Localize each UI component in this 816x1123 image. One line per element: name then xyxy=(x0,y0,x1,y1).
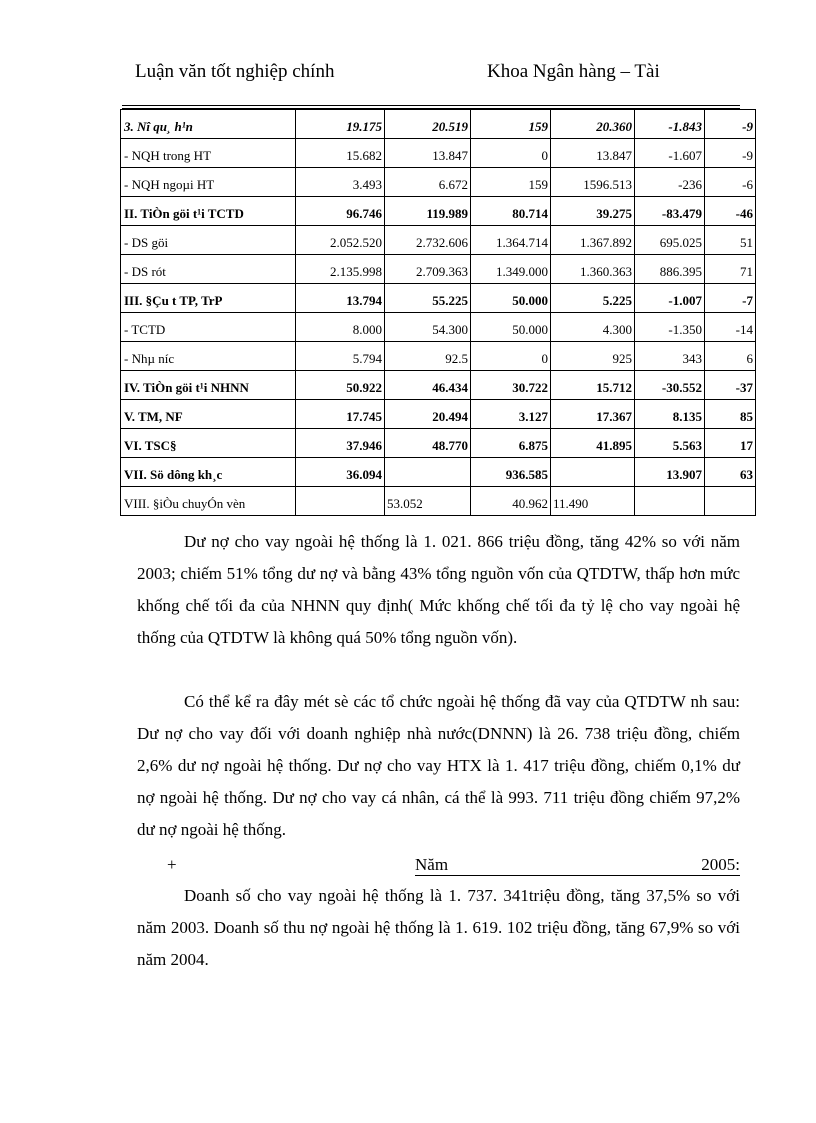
value-cell: 39.275 xyxy=(551,197,635,226)
header-rule xyxy=(122,105,740,106)
value-cell: 159 xyxy=(471,110,551,139)
value-cell: 46.434 xyxy=(385,371,471,400)
value-cell: -1.007 xyxy=(635,284,705,313)
value-cell: 50.000 xyxy=(471,284,551,313)
value-cell: 96.746 xyxy=(296,197,385,226)
table-row xyxy=(121,429,756,458)
value-cell: 5.563 xyxy=(635,429,705,458)
paragraph-1-text: Dư nợ cho vay ngoài hệ thống là 1. 021. 866 triệu đồng, tăng 42% so với năm 2003; chiếm 51% tổng dư nợ và bằng 43% tổng nguồn vốn của QTDTW, thấp hơn mức khống chế tối đa của NHNN quy định( Mức khống chế tối đa tỷ lệ cho vay ngoài hệ thống của QTDTW là không quá 50% tổng nguồn vốn). xyxy=(137,532,740,647)
value-cell: -1.350 xyxy=(635,313,705,342)
value-cell: -37 xyxy=(705,371,756,400)
value-cell: -9 xyxy=(705,110,756,139)
table-row xyxy=(121,110,756,139)
value-cell: 1596.513 xyxy=(551,168,635,197)
header-left-title: Luận văn tốt nghiệp chính xyxy=(135,61,335,82)
value-cell: 40.962 xyxy=(471,487,551,516)
value-cell: -1.843 xyxy=(635,110,705,139)
value-cell: 6.875 xyxy=(471,429,551,458)
value-cell: 30.722 xyxy=(471,371,551,400)
table-row xyxy=(121,255,756,284)
row-label-cell: II. TiÒn göi t¹i TCTD xyxy=(121,197,296,226)
value-cell: 6.672 xyxy=(385,168,471,197)
value-cell: 13.847 xyxy=(551,139,635,168)
row-label-cell: VII. Sö dông kh¸c xyxy=(121,458,296,487)
value-cell: 886.395 xyxy=(635,255,705,284)
value-cell: 20.494 xyxy=(385,400,471,429)
value-cell: 6 xyxy=(705,342,756,371)
table-row xyxy=(121,400,756,429)
row-label-cell: - NQH ngoµi HT xyxy=(121,168,296,197)
value-cell: 343 xyxy=(635,342,705,371)
value-cell: 15.712 xyxy=(551,371,635,400)
value-cell: 17.745 xyxy=(296,400,385,429)
value-cell: 37.946 xyxy=(296,429,385,458)
value-cell: 92.5 xyxy=(385,342,471,371)
value-cell: 159 xyxy=(471,168,551,197)
paragraph-2-text: Có thể kể ra đây mét sè các tổ chức ngoài hệ thống đã vay của QTDTW nh sau: Dư nợ cho vay đối với doanh nghiệp nhà nước(DNNN) là 26. 738 triệu đồng, chiếm 2,6% dư nợ ngoài hệ thống. Dư nợ cho vay HTX là 1. 417 triệu đồng, chiếm 0,1% dư nợ ngoài hệ thống. Dư nợ cho vay cá nhân, cá thể là 993. 711 triệu đồng chiếm 97,2% dư nợ ngoài hệ thống. xyxy=(137,692,740,839)
value-cell: 13.907 xyxy=(635,458,705,487)
value-cell: -6 xyxy=(705,168,756,197)
value-cell: 36.094 xyxy=(296,458,385,487)
value-cell: 2.732.606 xyxy=(385,226,471,255)
value-cell xyxy=(296,487,385,516)
value-cell xyxy=(385,458,471,487)
value-cell: 2.709.363 xyxy=(385,255,471,284)
year-underline xyxy=(415,875,740,876)
value-cell: -9 xyxy=(705,139,756,168)
value-cell: 1.360.363 xyxy=(551,255,635,284)
row-label-cell: III. §Çu t TP, TrP xyxy=(121,284,296,313)
value-cell: 20.519 xyxy=(385,110,471,139)
value-cell: 53.052 xyxy=(385,487,471,516)
value-cell: 55.225 xyxy=(385,284,471,313)
value-cell: -14 xyxy=(705,313,756,342)
table-row xyxy=(121,168,756,197)
table-row xyxy=(121,342,756,371)
value-cell: -46 xyxy=(705,197,756,226)
header-right-title: Khoa Ngân hàng – Tài xyxy=(487,61,660,82)
row-label-cell: IV. TiÒn göi t¹i NHNN xyxy=(121,371,296,400)
value-cell xyxy=(705,487,756,516)
row-label-cell: 3. Nî qu¸ h¹n xyxy=(121,110,296,139)
value-cell: 5.794 xyxy=(296,342,385,371)
value-cell: 2.052.520 xyxy=(296,226,385,255)
value-cell: -236 xyxy=(635,168,705,197)
value-cell: 17.367 xyxy=(551,400,635,429)
value-cell: 3.493 xyxy=(296,168,385,197)
value-cell: 936.585 xyxy=(471,458,551,487)
value-cell: 3.127 xyxy=(471,400,551,429)
value-cell: 41.895 xyxy=(551,429,635,458)
paragraph-1 xyxy=(137,526,740,654)
table-row xyxy=(121,371,756,400)
year-label: Năm xyxy=(415,855,449,874)
value-cell: 17 xyxy=(705,429,756,458)
value-cell: 50.000 xyxy=(471,313,551,342)
value-cell: 1.364.714 xyxy=(471,226,551,255)
value-cell: 119.989 xyxy=(385,197,471,226)
row-label-cell: VIII. §iÒu chuyÓn vèn xyxy=(121,487,296,516)
value-cell: 4.300 xyxy=(551,313,635,342)
value-cell: 695.025 xyxy=(635,226,705,255)
value-cell: 13.794 xyxy=(296,284,385,313)
table-row xyxy=(121,487,756,516)
table-row xyxy=(121,458,756,487)
paragraph-3 xyxy=(137,880,740,976)
row-label-cell: - Nhµ níc xyxy=(121,342,296,371)
row-label-cell: - NQH trong HT xyxy=(121,139,296,168)
value-cell: 19.175 xyxy=(296,110,385,139)
value-cell: 1.367.892 xyxy=(551,226,635,255)
row-label-cell: VI. TSC§ xyxy=(121,429,296,458)
row-label-cell: - TCTD xyxy=(121,313,296,342)
value-cell: -1.607 xyxy=(635,139,705,168)
table-row xyxy=(121,313,756,342)
financial-table xyxy=(120,109,756,516)
value-cell: 8.135 xyxy=(635,400,705,429)
value-cell: 51 xyxy=(705,226,756,255)
value-cell: 0 xyxy=(471,139,551,168)
value-cell: -7 xyxy=(705,284,756,313)
paragraph-3-text: Doanh số cho vay ngoài hệ thống là 1. 737. 341triệu đồng, tăng 37,5% so với năm 2003. Doanh số thu nợ ngoài hệ thống là 1. 619. 102 triệu đồng, tăng 67,9% so với năm 2004. xyxy=(137,886,740,969)
value-cell: 20.360 xyxy=(551,110,635,139)
paragraph-2 xyxy=(137,686,740,846)
row-label-cell: V. TM, NF xyxy=(121,400,296,429)
value-cell: 8.000 xyxy=(296,313,385,342)
bullet-plus: + xyxy=(167,855,177,874)
row-label-cell: - DS rót xyxy=(121,255,296,284)
value-cell: 54.300 xyxy=(385,313,471,342)
value-cell: 11.490 xyxy=(551,487,635,516)
value-cell xyxy=(551,458,635,487)
value-cell: 925 xyxy=(551,342,635,371)
value-cell: 85 xyxy=(705,400,756,429)
table-row xyxy=(121,284,756,313)
value-cell: 15.682 xyxy=(296,139,385,168)
value-cell xyxy=(635,487,705,516)
table-row xyxy=(121,197,756,226)
table-row xyxy=(121,226,756,255)
value-cell: 71 xyxy=(705,255,756,284)
value-cell: 5.225 xyxy=(551,284,635,313)
value-cell: -30.552 xyxy=(635,371,705,400)
row-label-cell: - DS göi xyxy=(121,226,296,255)
value-cell: 13.847 xyxy=(385,139,471,168)
value-cell: 48.770 xyxy=(385,429,471,458)
value-cell: 80.714 xyxy=(471,197,551,226)
value-cell: 50.922 xyxy=(296,371,385,400)
value-cell: 2.135.998 xyxy=(296,255,385,284)
value-cell: 1.349.000 xyxy=(471,255,551,284)
table-row xyxy=(121,139,756,168)
value-cell: 63 xyxy=(705,458,756,487)
value-cell: -83.479 xyxy=(635,197,705,226)
year-value: 2005: xyxy=(701,855,740,874)
value-cell: 0 xyxy=(471,342,551,371)
